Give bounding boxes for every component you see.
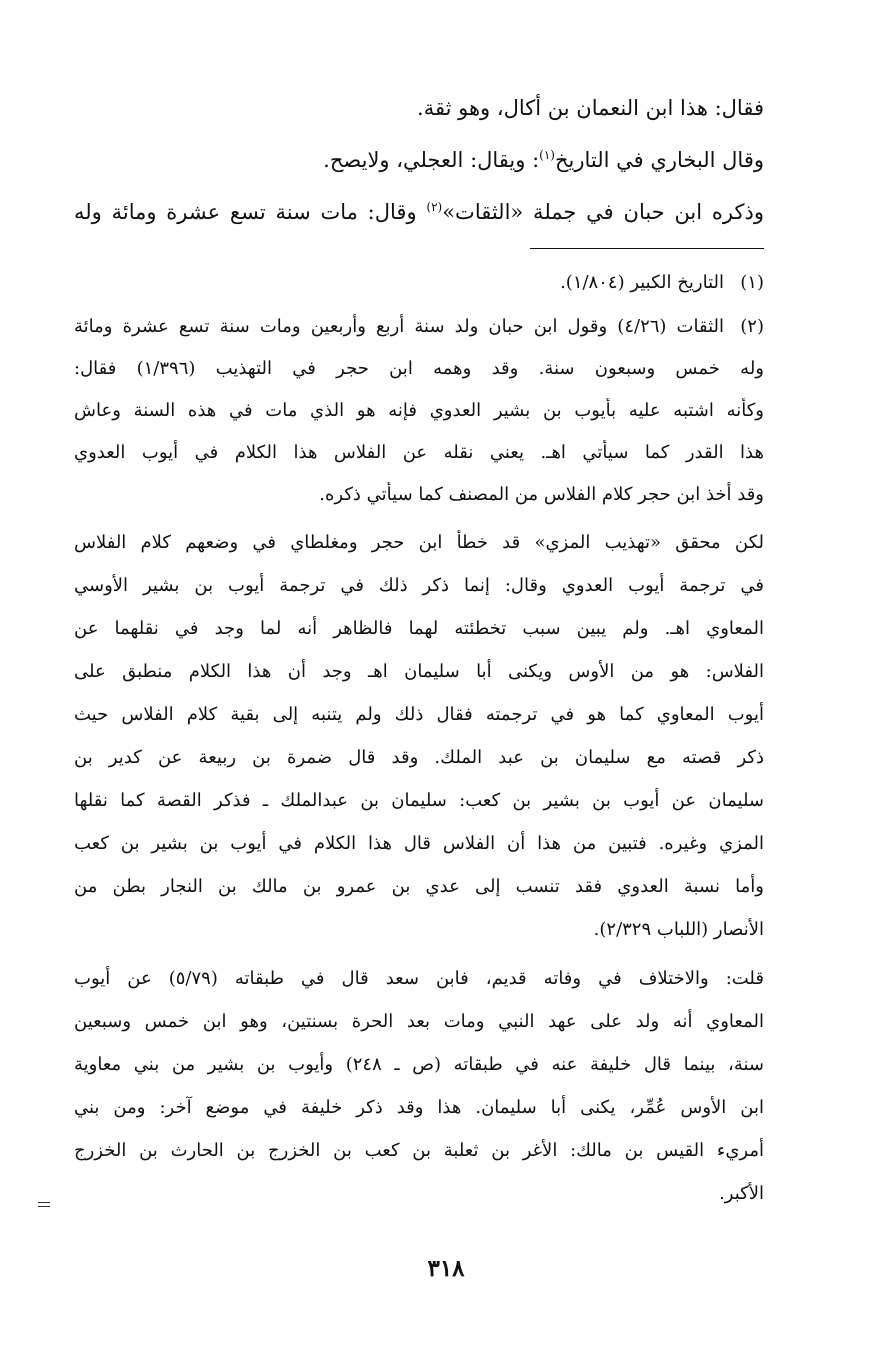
footnote-2-para-3-line-1: قلت: والاختلاف في وفاته قديم، فابن سعد قال في طبقاته (٥/٧٩) عن أيوب (74, 968, 764, 989)
footnote-2-number: (٢) (740, 316, 764, 337)
main-text-line-2-start: وقال البخاري في التاريخ (554, 148, 764, 172)
footnote-1-text: التاريخ الكبير (١/٨٠٤). (560, 272, 724, 293)
footnote-2-para-3-line-2: المعاوي أنه ولد على عهد النبي ومات بعد الحرة بسنتين، وهو ابن خمس وسبعين (74, 1011, 764, 1032)
footnote-2-para-2-line-9: وأما نسبة العدوي فقد تنسب إلى عدي بن عمرو بن مالك بن النجار بطن من (74, 876, 764, 897)
footnote-2-para-2-line-8: المزي وغيره. فتبين من هذا أن الفلاس قال هذا الكلام في أيوب بن بشير بن كعب (74, 833, 764, 854)
footnote-2-line-4: هذا القدر كما سيأتي اهـ. يعني نقله عن الفلاس هذا الكلام في أيوب العدوي (74, 442, 764, 463)
footnote-2-para-2-line-1: لكن محقق «تهذيب المزي» قد خطأ ابن حجر ومغلطاي في وضعهم كلام الفلاس (74, 532, 764, 553)
footnote-2-para-2-line-2: في ترجمة أيوب العدوي وقال: إنما ذكر ذلك في ترجمة أيوب بن بشير الأوسي (74, 575, 764, 596)
footnote-2-para-2-line-5: أيوب المعاوي كما هو في ترجمته فقال ذلك ولم يتنبه إلى بقية كلام الفلاس حيث (74, 704, 764, 725)
main-text-line-2 (74, 146, 764, 174)
footnote-2-line-2: وله خمس وسبعون سنة. وقد وهمه ابن حجر في التهذيب (١/٣٩٦) فقال: (74, 358, 764, 379)
continuation-mark (38, 1200, 50, 1210)
footnote-2-para-3-line-5: أمريء القيس بن مالك: الأغر بن ثعلبة بن كعب بن الخزرج بن الحارث بن الخزرج (74, 1140, 764, 1161)
footnote-2-para-3-line-3: سنة، بينما قال خليفة عنه في طبقاته (ص ـ ٢٤٨) وأيوب بن بشير من بني معاوية (74, 1054, 764, 1075)
footnote-2-para-2-line-10: الأنصار (اللباب ٢/٣٢٩). (593, 919, 764, 940)
footnote-2-para-3-line-6: الأكبر. (719, 1183, 764, 1204)
main-text-line-3-start: وذكره ابن حبان في جملة «الثقات» (442, 200, 764, 224)
footnote-2-para-2-line-6: ذكر قصته مع سليمان بن عبد الملك. وقد قال ضمرة بن ربيعة عن كدير بن (74, 747, 764, 768)
main-text-line-3 (74, 198, 764, 226)
footnote-2-para-2-line-7: سليمان عن أيوب بن بشير بن كعب: سليمان بن عبدالملك ـ فذكر القصة كما نقلها (74, 790, 764, 811)
main-text-line-2-end: : ويقال: العجلي، ولايصح. (323, 148, 540, 172)
footnote-2-line-3: وكأنه اشتبه عليه بأيوب بن بشير العدوي فإنه هو الذي مات في هذه السنة وعاش (74, 400, 764, 421)
footnote-ref-1: (١) (539, 148, 555, 162)
footnote-1-number: (١) (740, 272, 764, 293)
main-text-line-3-end: وقال: مات سنة تسع عشرة ومائة وله (74, 200, 427, 224)
footnote-ref-2: (٢) (426, 200, 443, 214)
page-number: ٣١٨ (427, 1255, 465, 1282)
footnote-2-line-5: وقد أخذ ابن حجر كلام الفلاس من المصنف كما سيأتي ذكره. (319, 484, 764, 505)
footnote-2-para-2-line-3: المعاوي اهـ. ولم يبين سبب تخطئته لهما فالظاهر أنه لما وجد في نقلهما عن (74, 618, 764, 639)
footnote-2-line-1: الثقات (٤/٢٦) وقول ابن حبان ولد سنة أربع وأربعين ومات سنة تسع عشرة ومائة (74, 316, 724, 337)
main-text-line-1: فقال: هذا ابن النعمان بن أكال، وهو ثقة. (417, 96, 764, 120)
footnote-separator (530, 248, 764, 249)
footnote-2-para-3-line-4: ابن الأوس عُمِّر، يكنى أبا سليمان. هذا وقد ذكر خليفة في موضع آخر: ومن بني (74, 1097, 764, 1118)
footnote-2-para-2-line-4: الفلاس: هو من الأوس ويكنى أبا سليمان اهـ وجد أن هذا الكلام منطبق على (74, 661, 764, 682)
